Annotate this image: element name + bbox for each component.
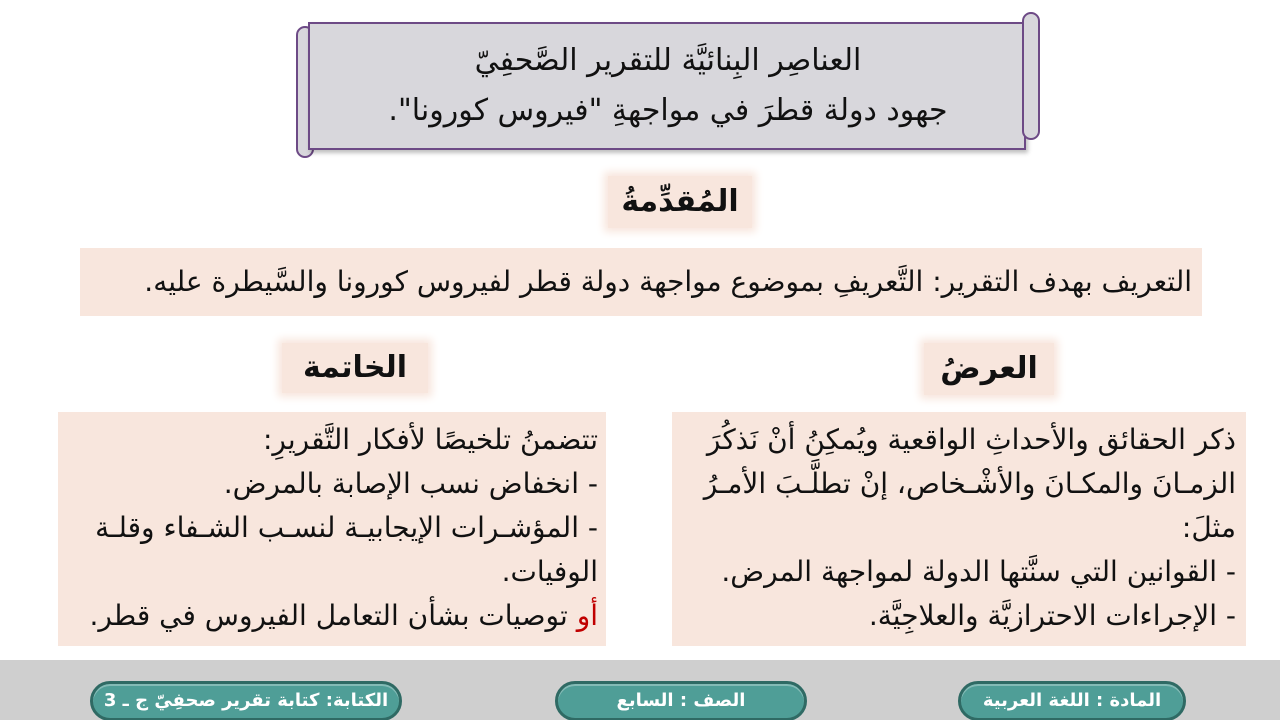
intro-text: التعريف بهدف التقرير: التَّعريفِ بموضوع مواجهة دولة قطر لفيروس كورونا والسَّيطرة عليه. — [144, 265, 1192, 298]
conclusion-last-text: توصيات بشأن التعامل الفيروس في قطر. — [89, 599, 577, 632]
conclusion-line: الوفيات. — [501, 555, 598, 588]
intro-heading: المُقدِّمةُ — [608, 176, 752, 228]
body-line: - القوانين التي سنَّتها الدولة لمواجهة المرض. — [721, 555, 1236, 588]
conclusion-heading: الخاتمة — [282, 343, 428, 393]
subject-pill: المادة : اللغة العربية — [958, 681, 1186, 720]
body-box — [672, 412, 1246, 646]
body-heading: العرضُ — [924, 343, 1054, 395]
title-scroll-banner — [296, 12, 1040, 160]
body-line: مثلَ: — [1181, 511, 1236, 544]
body-line: ذكر الحقائق والأحداثِ الواقعية ويُمكِنُ أنْ نَذكُرَ — [706, 423, 1236, 456]
conclusion-line: - المؤشـرات الإيجابيـة لنسـب الشـفاء وقلـة — [95, 511, 598, 544]
class-pill: الصف : السابع — [555, 681, 807, 720]
conclusion-or-word: أو — [576, 599, 598, 632]
banner-line-1: العناصِر البِنائيَّة للتقرير الصَّحفِيّ — [474, 43, 862, 78]
banner-line-2: جهود دولة قطرَ في مواجهةِ "فيروس كورونا". — [388, 93, 948, 128]
writing-pill: الكتابة: كتابة تقرير صحفِيّ ج ـ 3 — [90, 681, 402, 720]
banner-title — [336, 36, 1000, 136]
conclusion-box — [58, 412, 606, 646]
conclusion-last-line — [66, 594, 598, 638]
conclusion-line: - انخفاض نسب الإصابة بالمرض. — [223, 467, 598, 500]
conclusion-line: تتضمنُ تلخيصًا لأفكار التَّقريرِ: — [262, 423, 598, 456]
intro-box — [80, 248, 1202, 316]
scroll-roll-right — [1022, 12, 1040, 140]
body-line: - الإجراءات الاحترازيَّة والعلاجِيَّة. — [868, 599, 1236, 632]
body-line: الزمـانَ والمكـانَ والأشْـخاص، إنْ تطلَّـبَ الأمـرُ — [703, 467, 1236, 500]
